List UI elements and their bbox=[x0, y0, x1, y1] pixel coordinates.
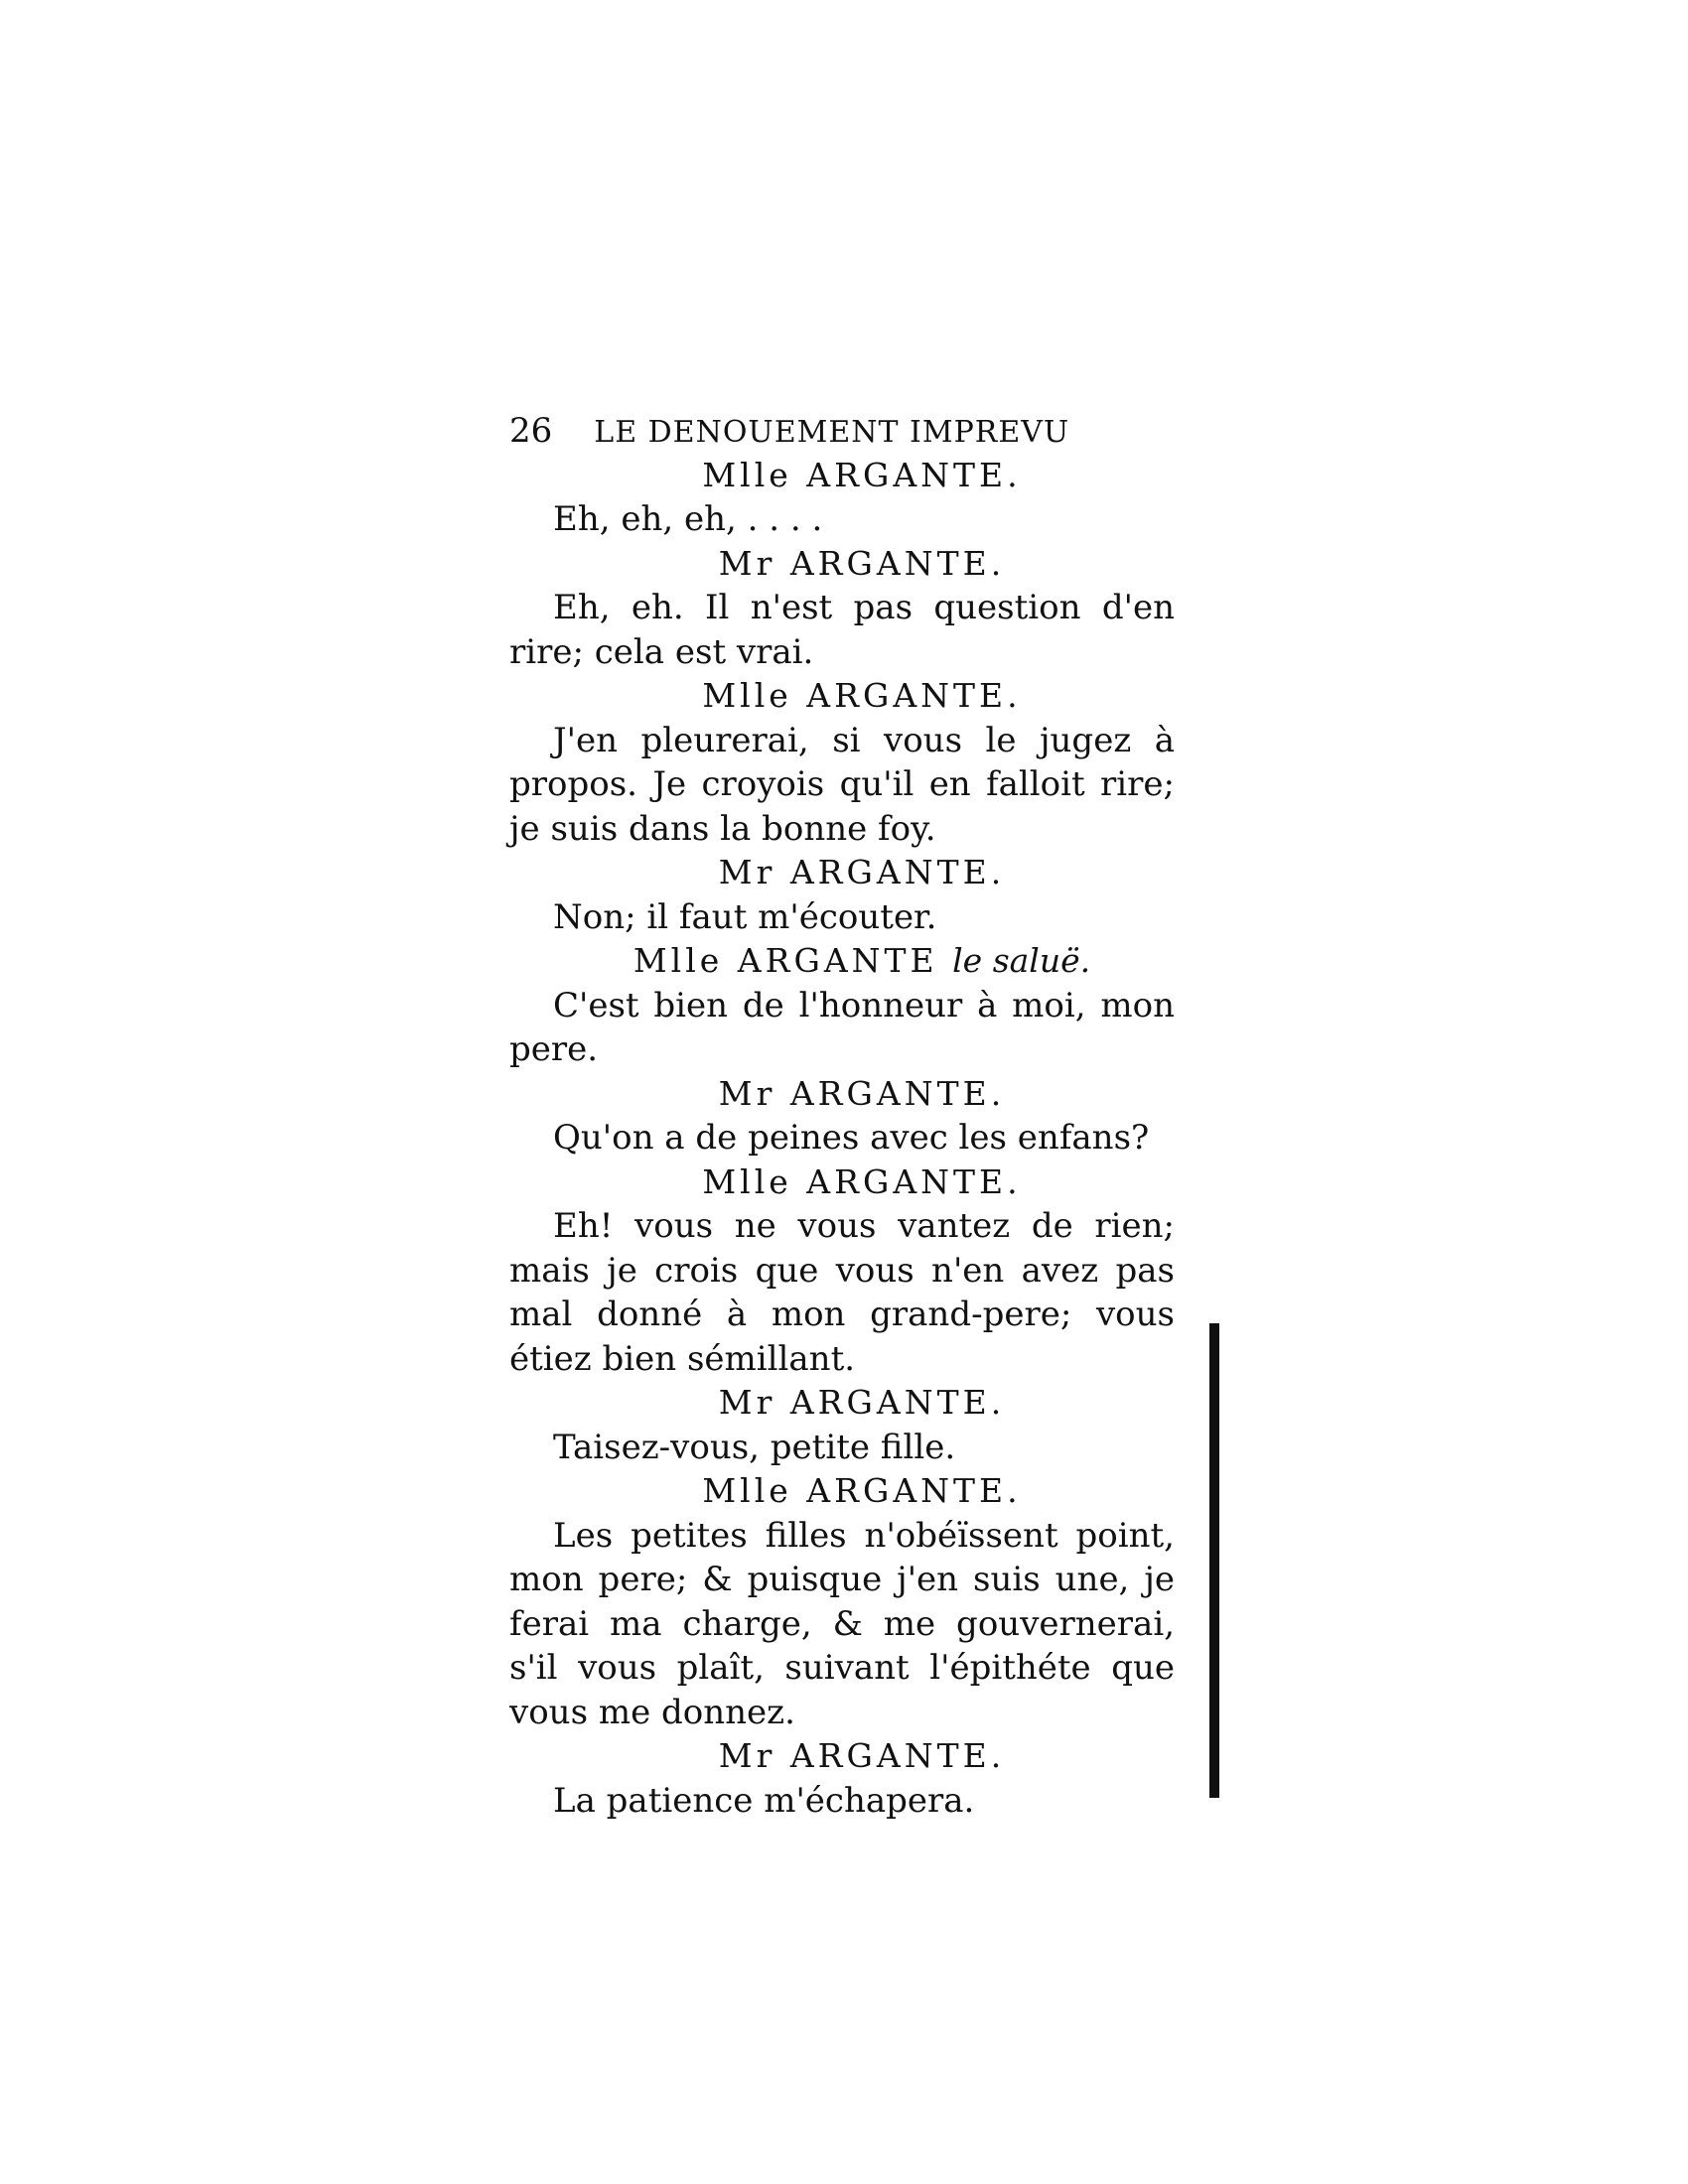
speaker-name: Mlle ARGANTE. bbox=[702, 1471, 1022, 1510]
running-header bbox=[509, 409, 1175, 456]
speaker-name: Mlle ARGANTE. bbox=[702, 1161, 1022, 1201]
speech-line: Taisez-vous, petite fille. bbox=[553, 1427, 956, 1467]
speech-line: Non; il faut m'écouter. bbox=[553, 896, 937, 937]
running-title: LE DENOUEMENT IMPREVU bbox=[594, 415, 1070, 450]
speech-line: Les petites filles n'obéïssent point, mon pere; & puisque j'en suis une, je ferai ma charge, & me gouvernerai, s'il vous plaît, suivant l'épithéte que vous me donnez. bbox=[509, 1515, 1175, 1732]
speech-line: C'est bien de l'honneur à moi, mon pere. bbox=[509, 985, 1175, 1069]
speaker-name: Mr ARGANTE. bbox=[718, 543, 1006, 583]
speaker-name: Mlle ARGANTE. bbox=[702, 676, 1022, 715]
speech-line: Eh, eh, eh, . . . . bbox=[553, 499, 823, 539]
speaker-name: Mr ARGANTE. bbox=[718, 1073, 1006, 1113]
speech-line: J'en pleurerai, si vous le jugez à propos. Je croyois qu'il en falloit rire; je suis dans la bonne foy. bbox=[509, 720, 1175, 849]
speech-line: Eh! vous ne vous vantez de rien; mais je crois que vous n'en avez pas mal donné à mon grand-pere; vous étiez bien sémillant. bbox=[509, 1206, 1175, 1379]
speaker-label: Mlle ARGANTE bbox=[633, 941, 938, 980]
speaker-name bbox=[509, 939, 1175, 984]
speaker-name: Mr ARGANTE. bbox=[718, 853, 1006, 891]
speaker-name: Mr ARGANTE. bbox=[718, 1383, 1006, 1422]
speech-line: Qu'on a de peines avec les enfans? bbox=[553, 1118, 1150, 1158]
speech-line: Eh, eh. Il n'est pas question d'en rire; cela est vrai. bbox=[509, 588, 1175, 672]
speech-line: La patience m'échapera. bbox=[553, 1780, 975, 1821]
stage-direction: le saluë. bbox=[952, 941, 1091, 980]
page-number: 26 bbox=[509, 411, 553, 451]
speaker-name: Mlle ARGANTE. bbox=[702, 455, 1022, 494]
scan-edge-bar bbox=[1209, 1323, 1219, 1798]
page-text bbox=[509, 409, 1175, 1823]
speaker-name: Mr ARGANTE. bbox=[718, 1736, 1006, 1775]
